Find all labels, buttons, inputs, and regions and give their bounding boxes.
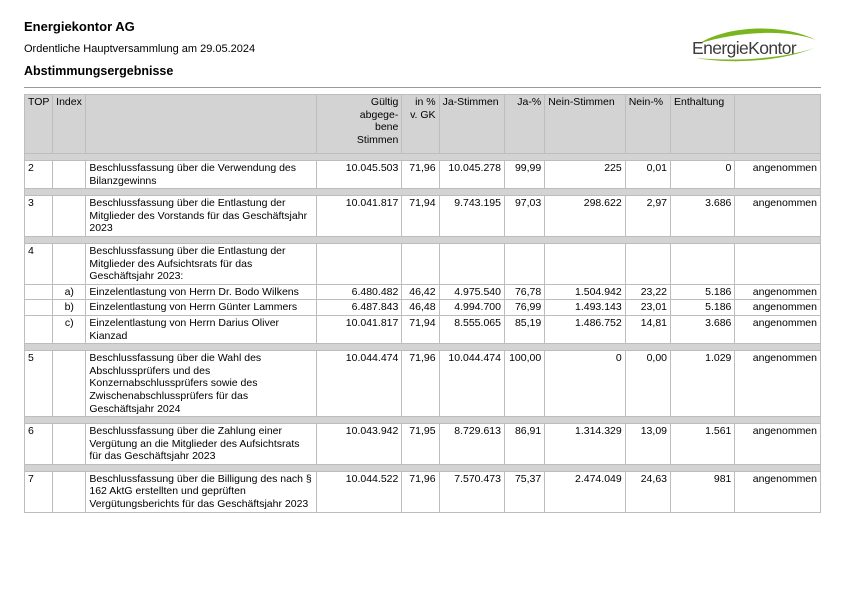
meeting-subtitle: Ordentliche Hauptversammlung am 29.05.2024	[24, 43, 256, 55]
row-top: 4	[25, 243, 53, 284]
row-index	[53, 471, 86, 512]
row-valid-votes: 6.487.843	[316, 300, 402, 316]
page-title: Abstimmungsergebnisse	[24, 64, 174, 78]
row-pct-gk: 71,94	[402, 196, 439, 237]
row-yes-pct: 97,03	[504, 196, 544, 237]
col-header-pct-gk	[402, 95, 439, 154]
row-top: 7	[25, 471, 53, 512]
row-abstain: 3.686	[671, 196, 735, 237]
row-yes-pct: 76,78	[504, 284, 544, 300]
row-item: Beschlussfassung über die Zahlung einer Vergütung an die Mitglieder des Aufsichtsrats für das Geschäftsjahr 2023	[86, 424, 316, 465]
table-header-row	[25, 95, 821, 154]
row-result	[735, 243, 821, 284]
row-index	[53, 196, 86, 237]
row-yes-votes: 8.729.613	[439, 424, 504, 465]
row-pct-gk	[402, 243, 439, 284]
row-yes-pct: 100,00	[504, 351, 544, 417]
row-yes-pct: 85,19	[504, 315, 544, 343]
row-yes-pct: 76,99	[504, 300, 544, 316]
row-yes-votes: 9.743.195	[439, 196, 504, 237]
row-index: c)	[53, 315, 86, 343]
col-header-pct-gk-line2: v. GK	[410, 108, 436, 121]
row-top	[25, 315, 53, 343]
row-no-pct: 24,63	[625, 471, 670, 512]
row-abstain: 5.186	[671, 300, 735, 316]
row-result: angenommen	[735, 196, 821, 237]
row-yes-pct	[504, 243, 544, 284]
col-header-valid-votes	[316, 95, 402, 154]
row-no-pct: 14,81	[625, 315, 670, 343]
row-no-pct: 0,00	[625, 351, 670, 417]
row-index	[53, 161, 86, 189]
row-pct-gk: 71,96	[402, 351, 439, 417]
row-top: 2	[25, 161, 53, 189]
row-yes-votes	[439, 243, 504, 284]
header-divider	[24, 87, 821, 88]
logo-text-energie: Energie	[692, 38, 749, 58]
row-valid-votes	[316, 243, 402, 284]
row-result: angenommen	[735, 351, 821, 417]
row-top: 5	[25, 351, 53, 417]
col-header-index: Index	[53, 95, 86, 154]
results-table	[24, 94, 821, 513]
row-abstain: 981	[671, 471, 735, 512]
section-separator	[25, 417, 821, 424]
row-index	[53, 351, 86, 417]
table-row	[25, 351, 821, 417]
row-abstain: 1.029	[671, 351, 735, 417]
row-pct-gk: 71,96	[402, 161, 439, 189]
row-abstain: 3.686	[671, 315, 735, 343]
col-header-item	[86, 95, 316, 154]
row-valid-votes: 10.041.817	[316, 196, 402, 237]
row-no-votes: 0	[545, 351, 626, 417]
row-result: angenommen	[735, 161, 821, 189]
row-item: Einzelentlastung von Herrn Darius Oliver Kianzad	[86, 315, 316, 343]
col-header-yes: Ja-Stimmen	[439, 95, 504, 154]
row-no-pct: 23,01	[625, 300, 670, 316]
col-header-result	[735, 95, 821, 154]
section-separator	[25, 236, 821, 243]
row-result: angenommen	[735, 315, 821, 343]
table-row	[25, 315, 821, 343]
row-no-pct: 23,22	[625, 284, 670, 300]
col-header-valid-votes-text: Gültig abgege-bene Stimmen	[356, 96, 399, 146]
logo-text-kontor: Kontor	[748, 38, 797, 58]
row-top	[25, 284, 53, 300]
row-yes-votes: 10.044.474	[439, 351, 504, 417]
row-abstain: 1.561	[671, 424, 735, 465]
company-name: Energiekontor AG	[24, 19, 135, 34]
row-valid-votes: 6.480.482	[316, 284, 402, 300]
row-item: Beschlussfassung über die Entlastung der Mitglieder des Vorstands für das Geschäftsjahr 2023	[86, 196, 316, 237]
row-yes-votes: 4.994.700	[439, 300, 504, 316]
row-no-pct: 0,01	[625, 161, 670, 189]
row-no-votes: 1.314.329	[545, 424, 626, 465]
row-result: angenommen	[735, 424, 821, 465]
row-yes-votes: 4.975.540	[439, 284, 504, 300]
svg-text:EnergieKontor	[692, 38, 797, 58]
section-separator	[25, 344, 821, 351]
row-top: 3	[25, 196, 53, 237]
section-separator	[25, 154, 821, 161]
energiekontor-logo	[690, 26, 820, 66]
row-index	[53, 424, 86, 465]
row-no-pct: 2,97	[625, 196, 670, 237]
row-result: angenommen	[735, 284, 821, 300]
row-no-votes: 2.474.049	[545, 471, 626, 512]
table-row	[25, 196, 821, 237]
table-row	[25, 161, 821, 189]
section-separator	[25, 464, 821, 471]
row-yes-pct: 99,99	[504, 161, 544, 189]
row-item: Beschlussfassung über die Wahl des Abschlussprüfers und des Konzernabschlussprüfers sowie des Zwischenabschlussprüfers für das Geschäftsjahr 2024	[86, 351, 316, 417]
table-row	[25, 300, 821, 316]
row-index: a)	[53, 284, 86, 300]
row-no-pct: 13,09	[625, 424, 670, 465]
row-no-votes: 225	[545, 161, 626, 189]
row-no-votes: 1.504.942	[545, 284, 626, 300]
table-row	[25, 243, 821, 284]
table-row	[25, 284, 821, 300]
row-no-votes	[545, 243, 626, 284]
row-yes-pct: 75,37	[504, 471, 544, 512]
row-abstain: 0	[671, 161, 735, 189]
row-result: angenommen	[735, 300, 821, 316]
row-pct-gk: 46,42	[402, 284, 439, 300]
row-pct-gk: 71,95	[402, 424, 439, 465]
row-item: Einzelentlastung von Herrn Dr. Bodo Wilkens	[86, 284, 316, 300]
row-top	[25, 300, 53, 316]
row-pct-gk: 71,94	[402, 315, 439, 343]
row-yes-votes: 8.555.065	[439, 315, 504, 343]
col-header-abstain: Enthaltung	[671, 95, 735, 154]
row-valid-votes: 10.045.503	[316, 161, 402, 189]
row-valid-votes: 10.041.817	[316, 315, 402, 343]
row-item: Beschlussfassung über die Billigung des nach § 162 AktG erstellten und geprüften Vergütungsberichts für das Geschäftsjahr 2023	[86, 471, 316, 512]
row-abstain: 5.186	[671, 284, 735, 300]
row-item: Beschlussfassung über die Verwendung des Bilanzgewinns	[86, 161, 316, 189]
row-no-votes: 298.622	[545, 196, 626, 237]
col-header-no: Nein-Stimmen	[545, 95, 626, 154]
col-header-no-pct: Nein-%	[625, 95, 670, 154]
results-table-body	[25, 154, 821, 513]
row-abstain	[671, 243, 735, 284]
col-header-yes-pct: Ja-%	[504, 95, 544, 154]
col-header-pct-gk-line1: in %	[415, 96, 436, 108]
col-header-top: TOP	[25, 95, 53, 154]
row-index: b)	[53, 300, 86, 316]
table-row	[25, 471, 821, 512]
row-pct-gk: 46,48	[402, 300, 439, 316]
row-no-pct	[625, 243, 670, 284]
row-valid-votes: 10.044.522	[316, 471, 402, 512]
row-yes-pct: 86,91	[504, 424, 544, 465]
row-valid-votes: 10.044.474	[316, 351, 402, 417]
row-no-votes: 1.493.143	[545, 300, 626, 316]
row-result: angenommen	[735, 471, 821, 512]
row-index	[53, 243, 86, 284]
row-pct-gk: 71,96	[402, 471, 439, 512]
table-row	[25, 424, 821, 465]
section-separator	[25, 189, 821, 196]
row-yes-votes: 10.045.278	[439, 161, 504, 189]
row-item: Beschlussfassung über die Entlastung der Mitglieder des Aufsichtsrats für das Geschäftsjahr 2023:	[86, 243, 316, 284]
row-yes-votes: 7.570.473	[439, 471, 504, 512]
row-item: Einzelentlastung von Herrn Günter Lammers	[86, 300, 316, 316]
row-no-votes: 1.486.752	[545, 315, 626, 343]
row-top: 6	[25, 424, 53, 465]
row-valid-votes: 10.043.942	[316, 424, 402, 465]
